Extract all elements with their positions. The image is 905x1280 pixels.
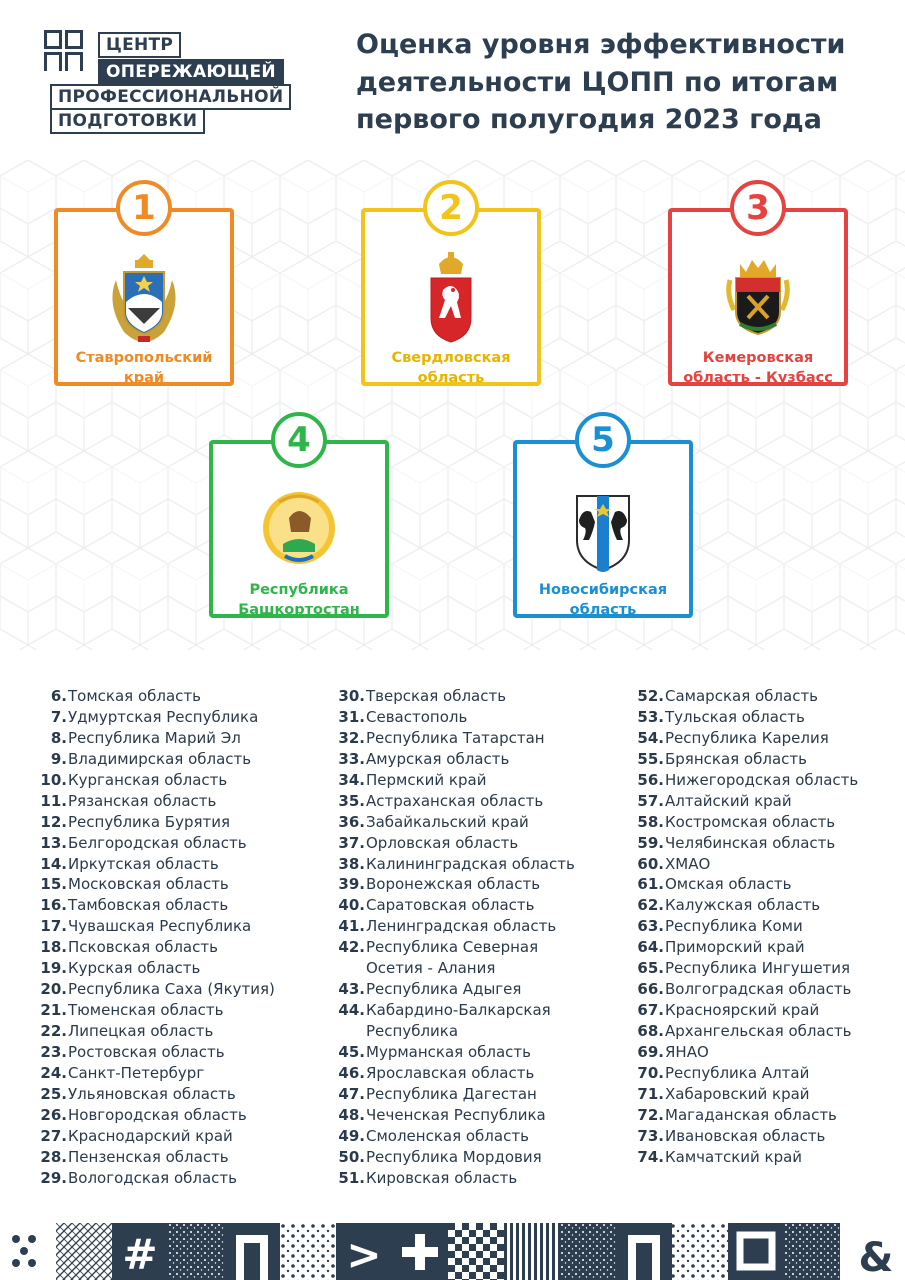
ranking-item xyxy=(338,916,628,937)
ranking-item xyxy=(40,1063,330,1084)
ranking-number: 46. xyxy=(338,1063,365,1082)
ranking-number: 41. xyxy=(338,917,365,936)
ranking-number: 11. xyxy=(40,791,67,810)
ranking-region-name: Красноярский край xyxy=(665,1001,820,1020)
ranking-item xyxy=(338,812,628,833)
ranking-item xyxy=(40,1105,330,1126)
ranking-item xyxy=(40,1084,330,1105)
ranking-number: 61. xyxy=(637,875,664,894)
ranking-region-name: Тюменская область xyxy=(68,1001,224,1020)
ranking-number: 60. xyxy=(637,854,664,873)
svg-text:&: & xyxy=(858,1235,894,1280)
ranking-item xyxy=(40,895,330,916)
ranking-item xyxy=(40,1126,330,1147)
ranking-item xyxy=(637,979,899,1000)
ranking-item xyxy=(637,812,899,833)
ranking-number: 57. xyxy=(637,791,664,810)
ranking-number: 55. xyxy=(637,749,664,768)
ranking-item xyxy=(338,686,628,707)
ranking-region-name: Республика Бурятия xyxy=(68,812,231,831)
ranking-number: 70. xyxy=(637,1063,664,1082)
ranking-item xyxy=(338,1147,628,1168)
ranking-item xyxy=(637,854,899,875)
ranking-item xyxy=(338,791,628,812)
ranking-region-name: Брянская область xyxy=(665,749,807,768)
ranking-region-name: Калужская область xyxy=(665,896,821,915)
rank-badge: 3 xyxy=(730,180,786,236)
ranking-region-name: Приморский край xyxy=(665,938,805,957)
ranking-item xyxy=(637,686,899,707)
ranking-number: 10. xyxy=(40,770,67,789)
logo-line-2: ОПЕРЕЖАЮЩЕЙ xyxy=(98,59,284,85)
rank-badge: 2 xyxy=(423,180,479,236)
ranking-region-name: Чувашская Республика xyxy=(68,917,252,936)
ranking-number: 27. xyxy=(40,1126,67,1145)
ranking-region-name: Республика Марий Эл xyxy=(68,728,241,747)
ranking-item xyxy=(338,1063,628,1084)
stavropol-coat-of-arms-icon xyxy=(104,250,184,346)
ranking-number: 69. xyxy=(637,1042,664,1061)
ranking-item xyxy=(338,1168,628,1189)
ranking-region-name: Орловская область xyxy=(366,833,519,852)
ranking-item xyxy=(40,686,330,707)
ranking-number: 17. xyxy=(40,917,67,936)
ranking-item xyxy=(338,1000,628,1042)
svg-text:>: > xyxy=(346,1230,382,1279)
ranking-region-name: Астраханская область xyxy=(366,791,544,810)
ranking-region-name: Республика Карелия xyxy=(665,728,829,747)
ranking-column-1 xyxy=(40,686,330,1189)
ranking-item xyxy=(40,1147,330,1168)
ranking-region-name: Магаданская область xyxy=(665,1105,837,1124)
ranking-item xyxy=(637,1021,899,1042)
ranking-item xyxy=(40,1021,330,1042)
ranking-region-name: Хабаровский край xyxy=(665,1084,810,1103)
ranking-region-name: Республика Татарстан xyxy=(366,728,545,747)
ranking-item xyxy=(40,833,330,854)
ranking-region-name: Ульяновская область xyxy=(68,1084,236,1103)
region-name: Республика Башкортостан xyxy=(238,582,360,618)
ranking-region-name: Ярославская область xyxy=(366,1063,535,1082)
footer-decorative-strip xyxy=(0,1223,905,1280)
ranking-region-name: Камчатский край xyxy=(665,1147,803,1166)
ranking-region-name: Ростовская область xyxy=(68,1042,225,1061)
rank-card-5 xyxy=(513,420,693,618)
ranking-region-name: Саратовская область xyxy=(366,896,535,915)
ranking-region-name: Томская область xyxy=(68,687,201,705)
novosibirsk-coat-of-arms-icon xyxy=(563,482,643,578)
ranking-item xyxy=(637,1147,899,1168)
ranking-item xyxy=(637,895,899,916)
ranking-number: 68. xyxy=(637,1022,664,1040)
ranking-item xyxy=(40,916,330,937)
ranking-number: 52. xyxy=(637,687,664,705)
ranking-region-name: Вологодская область xyxy=(68,1168,237,1187)
ranking-item xyxy=(40,958,330,979)
ranking-number: 38. xyxy=(338,854,365,873)
ranking-item xyxy=(338,1084,628,1105)
rank-badge: 1 xyxy=(116,180,172,236)
ranking-region-name: Омская область xyxy=(665,875,792,894)
ranking-region-name: ХМАО xyxy=(665,854,711,873)
ranking-region-name: Мурманская область xyxy=(366,1042,531,1061)
ranking-item xyxy=(637,833,899,854)
logo-line-4: ПОДГОТОВКИ xyxy=(50,108,205,134)
rank-badge: 5 xyxy=(575,412,631,468)
ranking-number: 19. xyxy=(40,959,67,978)
region-name: Кемеровская область - Кузбасс xyxy=(683,350,833,386)
logo-mark-cell xyxy=(65,52,83,71)
ranking-region-name: Костромская область xyxy=(665,812,836,831)
ranking-item xyxy=(637,1084,899,1105)
ranking-item xyxy=(338,833,628,854)
ranking-region-name: Санкт-Петербург xyxy=(68,1063,205,1082)
ranking-number: 62. xyxy=(637,896,664,915)
ranking-item xyxy=(637,916,899,937)
ranking-region-name: Амурская область xyxy=(366,749,510,768)
ranking-number: 7. xyxy=(50,707,67,726)
bashkortostan-coat-of-arms-icon xyxy=(259,482,339,578)
ranking-item xyxy=(338,1126,628,1147)
ranking-item xyxy=(637,1042,899,1063)
ranking-region-name: Пензенская область xyxy=(68,1147,229,1166)
ranking-item xyxy=(637,770,899,791)
logo-line-3: ПРОФЕССИОНАЛЬНОЙ xyxy=(50,84,291,110)
ranking-region-name: Архангельская область xyxy=(665,1022,852,1040)
ranking-region-name: Смоленская область xyxy=(366,1126,529,1145)
ranking-number: 33. xyxy=(338,749,365,768)
ranking-item xyxy=(338,770,628,791)
ranking-item xyxy=(40,1168,330,1189)
ranking-region-name: Республика Ингушетия xyxy=(665,959,851,978)
ranking-number: 48. xyxy=(338,1105,365,1124)
ranking-region-name: Республика Дагестан xyxy=(366,1084,537,1103)
svg-text:#: # xyxy=(122,1230,158,1279)
ranking-number: 12. xyxy=(40,812,67,831)
ranking-region-name: Волгоградская область xyxy=(665,980,852,999)
region-name: Ставропольский край xyxy=(75,350,213,386)
ranking-item xyxy=(338,749,628,770)
rank-card-1 xyxy=(54,188,234,386)
rank-card-4 xyxy=(209,420,389,618)
ranking-item xyxy=(637,1105,899,1126)
ranking-number: 30. xyxy=(338,687,365,705)
ranking-number: 15. xyxy=(40,875,67,894)
ranking-number: 54. xyxy=(637,728,664,747)
ranking-region-name: Краснодарский край xyxy=(68,1126,233,1145)
ranking-number: 32. xyxy=(338,728,365,747)
ranking-region-name: Курганская область xyxy=(68,770,228,789)
ranking-number: 34. xyxy=(338,770,365,789)
ranking-region-name: Липецкая область xyxy=(68,1022,214,1040)
ranking-item xyxy=(637,749,899,770)
ranking-number: 24. xyxy=(40,1063,67,1082)
ranking-number: 50. xyxy=(338,1147,365,1166)
ranking-item xyxy=(40,937,330,958)
ranking-region-name: Алтайский край xyxy=(665,791,792,810)
rank-badge: 4 xyxy=(271,412,327,468)
logo-mark-cell xyxy=(44,52,62,71)
ranking-number: 44. xyxy=(338,1001,365,1020)
ranking-region-name: Московская область xyxy=(68,875,229,894)
ranking-item xyxy=(338,854,628,875)
ranking-item xyxy=(338,728,628,749)
ranking-region-name: Самарская область xyxy=(665,687,819,705)
ranking-region-name: ЯНАО xyxy=(665,1042,709,1061)
ranking-region-name: Тверская область xyxy=(366,687,507,705)
ranking-number: 16. xyxy=(40,896,67,915)
ranking-region-name: Республика Саха (Якутия) xyxy=(68,980,275,999)
ranking-number: 9. xyxy=(50,749,67,768)
ranking-number: 73. xyxy=(637,1126,664,1145)
ranking-region-name: Воронежская область xyxy=(366,875,541,894)
ranking-item xyxy=(637,707,899,728)
ranking-region-name: Нижегородская область xyxy=(665,770,859,789)
ranking-item xyxy=(637,937,899,958)
ranking-number: 28. xyxy=(40,1147,67,1166)
ranking-number: 39. xyxy=(338,875,365,894)
ranking-number: 53. xyxy=(637,707,664,726)
ranking-item xyxy=(637,1126,899,1147)
ranking-number: 51. xyxy=(338,1168,365,1187)
ranking-number: 72. xyxy=(637,1105,664,1124)
page-title: Оценка уровня эффективности деятельности ЦОПП по итогам первого полугодия 2023 года xyxy=(356,29,846,135)
region-name: Новосибирская область xyxy=(538,582,668,618)
ranking-number: 18. xyxy=(40,938,67,957)
ranking-number: 71. xyxy=(637,1084,664,1103)
ranking-item xyxy=(40,770,330,791)
ranking-region-name: Псковская область xyxy=(68,938,218,957)
ranking-region-name: Пермский край xyxy=(366,770,487,789)
sverdlovsk-coat-of-arms-icon xyxy=(411,250,491,346)
ranking-item xyxy=(338,707,628,728)
ranking-item xyxy=(40,854,330,875)
ranking-region-name: Севастополь xyxy=(366,707,468,726)
ranking-number: 74. xyxy=(637,1147,664,1166)
ranking-region-name: Забайкальский край xyxy=(366,812,529,831)
ranking-number: 49. xyxy=(338,1126,365,1145)
ranking-item xyxy=(338,874,628,895)
rank-card-3 xyxy=(668,188,848,386)
ranking-number: 40. xyxy=(338,896,365,915)
region-name: Свердловская область xyxy=(391,350,511,386)
ranking-item xyxy=(40,707,330,728)
ranking-number: 37. xyxy=(338,833,365,852)
ranking-item xyxy=(338,1042,628,1063)
copp-logo-mark xyxy=(44,30,90,76)
ranking-number: 56. xyxy=(637,770,664,789)
ranking-item xyxy=(40,1042,330,1063)
ranking-region-name: Чеченская Республика xyxy=(366,1105,546,1124)
ranking-item xyxy=(637,958,899,979)
ranking-region-name: Тульская область xyxy=(665,707,805,726)
logo-mark-cell xyxy=(44,30,62,49)
ranking-region-name: Рязанская область xyxy=(68,791,217,810)
ranking-number: 45. xyxy=(338,1042,365,1061)
ranking-region-name: Тамбовская область xyxy=(68,896,229,915)
ranking-item xyxy=(637,1000,899,1021)
ranking-number: 22. xyxy=(40,1022,67,1040)
ranking-region-name: Республика Мордовия xyxy=(366,1147,542,1166)
ranking-item xyxy=(338,979,628,1000)
ranking-region-name: Ленинградская область xyxy=(366,917,557,936)
ranking-region-name: Ивановская область xyxy=(665,1126,826,1145)
ranking-region-name: Республика Адыгея xyxy=(366,980,522,999)
ranking-item xyxy=(637,791,899,812)
ranking-number: 66. xyxy=(637,980,664,999)
ranking-item xyxy=(338,895,628,916)
ranking-item xyxy=(40,1000,330,1021)
ranking-number: 63. xyxy=(637,917,664,936)
ranking-number: 42. xyxy=(338,938,365,957)
kemerovo-coat-of-arms-icon xyxy=(718,250,798,346)
ranking-item xyxy=(637,874,899,895)
ranking-number: 26. xyxy=(40,1105,67,1124)
ranking-number: 43. xyxy=(338,980,365,999)
ranking-item xyxy=(338,937,628,979)
ranking-number: 8. xyxy=(50,728,67,747)
rank-card-2 xyxy=(361,188,541,386)
ranking-number: 21. xyxy=(40,1001,67,1020)
ranking-number: 25. xyxy=(40,1084,67,1103)
ranking-item xyxy=(338,1105,628,1126)
ranking-region-name: Калининградская область xyxy=(366,854,575,873)
ranking-column-3 xyxy=(637,686,899,1168)
ranking-item xyxy=(40,749,330,770)
ranking-item xyxy=(40,728,330,749)
ranking-region-name: Владимирская область xyxy=(68,749,252,768)
ranking-number: 65. xyxy=(637,959,664,978)
ranking-number: 29. xyxy=(40,1168,67,1187)
ranking-number: 59. xyxy=(637,833,664,852)
ranking-number: 58. xyxy=(637,812,664,831)
ranking-item xyxy=(637,728,899,749)
ranking-number: 6. xyxy=(50,687,67,705)
logo-line-1: ЦЕНТР xyxy=(98,32,181,58)
ranking-number: 47. xyxy=(338,1084,365,1103)
ranking-number: 13. xyxy=(40,833,67,852)
ranking-region-name: Иркутская область xyxy=(68,854,219,873)
ranking-region-name: Кабардино-Балкарская Республика xyxy=(366,1001,551,1041)
ranking-item xyxy=(40,791,330,812)
ranking-region-name: Челябинская область xyxy=(665,833,836,852)
ranking-region-name: Республика Алтай xyxy=(665,1063,810,1082)
ranking-item xyxy=(40,812,330,833)
logo-mark-cell xyxy=(65,30,83,49)
ranking-item xyxy=(40,874,330,895)
ranking-region-name: Удмуртская Республика xyxy=(68,707,259,726)
ranking-region-name: Республика Северная Осетия - Алания xyxy=(366,938,539,978)
ranking-number: 67. xyxy=(637,1001,664,1020)
ranking-number: 35. xyxy=(338,791,365,810)
ranking-region-name: Курская область xyxy=(68,959,201,978)
ranking-number: 64. xyxy=(637,938,664,957)
ranking-region-name: Республика Коми xyxy=(665,917,803,936)
ranking-item xyxy=(637,1063,899,1084)
ranking-number: 14. xyxy=(40,854,67,873)
ranking-region-name: Белгородская область xyxy=(68,833,247,852)
ranking-number: 31. xyxy=(338,707,365,726)
ranking-number: 36. xyxy=(338,812,365,831)
ranking-number: 20. xyxy=(40,980,67,999)
ranking-region-name: Новгородская область xyxy=(68,1105,247,1124)
ranking-column-2 xyxy=(338,686,628,1189)
ranking-number: 23. xyxy=(40,1042,67,1061)
ranking-item xyxy=(40,979,330,1000)
ranking-region-name: Кировская область xyxy=(366,1168,518,1187)
